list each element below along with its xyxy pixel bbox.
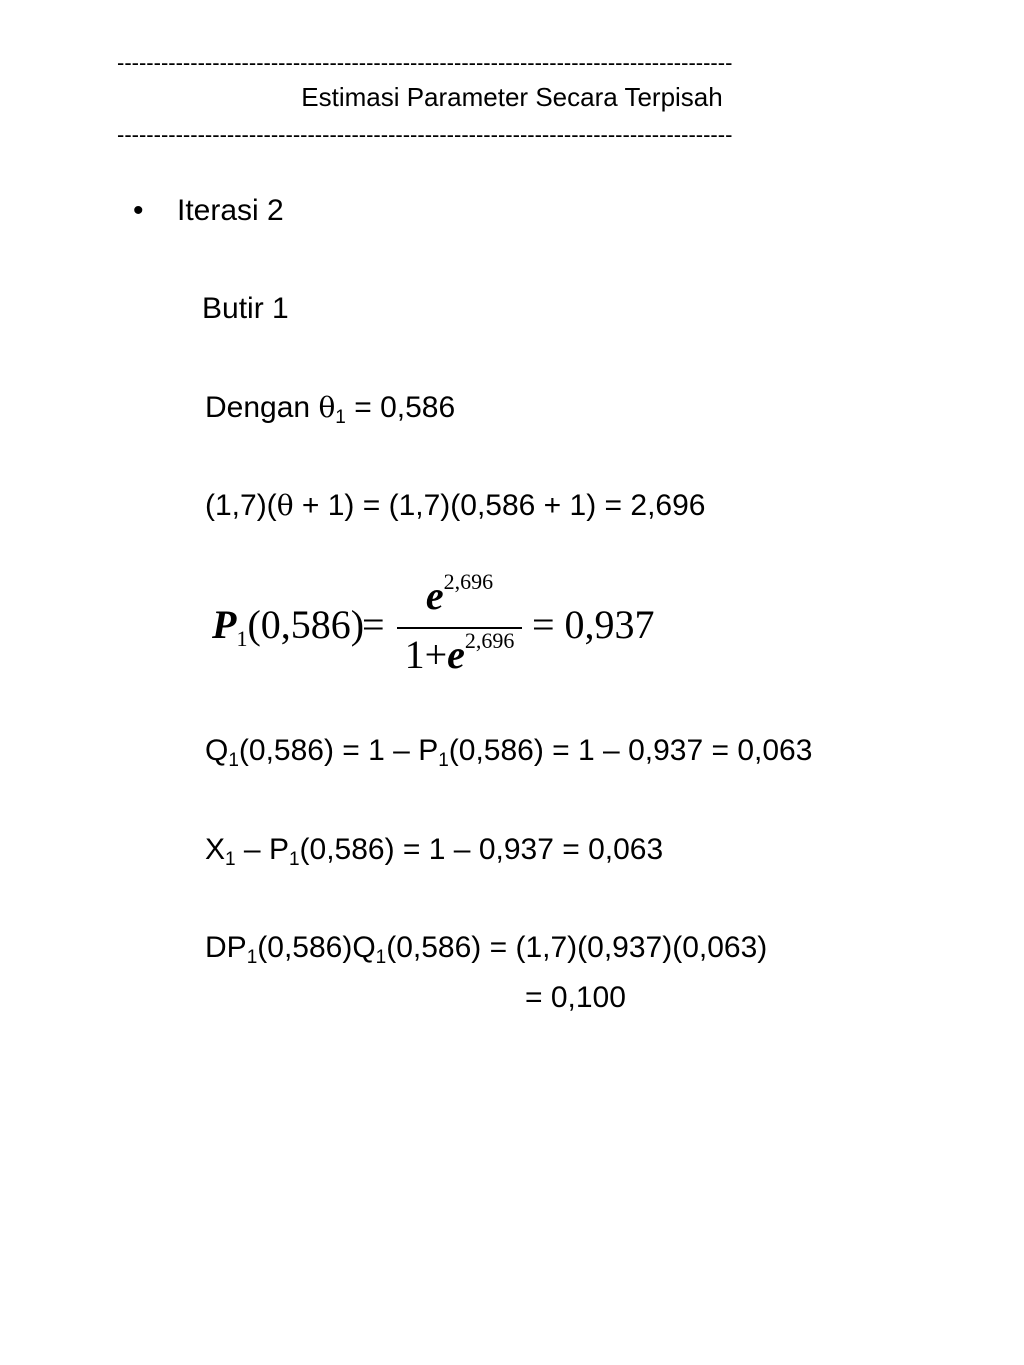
q-part-a: (0,586) = 1 – P — [238, 734, 439, 767]
header-dashes-top: ------------------------------------------------------------------------------------ — [117, 52, 733, 74]
x-symbol: X — [205, 833, 226, 866]
x-subscript: 1 — [225, 849, 236, 870]
x-p-subscript: 1 — [288, 849, 300, 870]
q-part-b: (0,586) = 1 – 0,937 = 0,063 — [448, 734, 813, 767]
theta-subscript: 1 — [335, 407, 346, 428]
bullet-iterasi — [133, 193, 284, 229]
dengan-value: = 0,586 — [345, 391, 456, 424]
formula-denominator — [397, 628, 522, 677]
probability-formula — [212, 569, 672, 682]
calc-line — [205, 488, 705, 524]
formula-arg: (0,586) — [247, 602, 365, 647]
dp-line — [205, 930, 767, 966]
formula-fraction — [397, 569, 522, 682]
dengan-line — [205, 390, 455, 426]
formula-P-sub: 1 — [236, 626, 248, 651]
calc-theta: θ — [276, 489, 294, 522]
dp-p-subscript: 1 — [246, 947, 258, 968]
numerator-exponent: 2,696 — [443, 569, 494, 594]
dengan-prefix: Dengan — [205, 391, 319, 424]
formula-equals: = — [362, 602, 385, 647]
calc-part-a: (1,7)( — [205, 489, 277, 522]
formula-numerator — [397, 569, 522, 618]
denominator-exponent: 2,696 — [464, 628, 515, 653]
x-line — [205, 832, 663, 868]
q-subscript: 1 — [228, 750, 239, 771]
q-symbol: Q — [205, 734, 229, 767]
header-title: Estimasi Parameter Secara Terpisah — [301, 82, 723, 112]
denominator-one-plus: 1+ — [404, 632, 448, 677]
bullet-label: Iterasi 2 — [177, 194, 284, 227]
dp-symbol: DP — [205, 931, 247, 964]
dp-q-subscript: 1 — [375, 947, 387, 968]
formula-P: P — [212, 602, 237, 647]
dp-result: = 0,100 — [525, 981, 626, 1014]
header-dashes-bottom: ------------------------------------------------------------------------------------ — [117, 124, 733, 146]
x-part-b: (0,586) = 1 – 0,937 = 0,063 — [299, 833, 664, 866]
x-part-a: – P — [235, 833, 289, 866]
calc-part-b: + 1) = (1,7)(0,586 + 1) = 2,696 — [293, 489, 706, 522]
numerator-e: e — [425, 573, 444, 618]
q-line — [205, 733, 812, 769]
formula-result: = 0,937 — [532, 602, 655, 647]
formula-lhs — [212, 602, 365, 659]
theta-symbol: θ — [318, 391, 336, 424]
q-p-subscript: 1 — [438, 750, 449, 771]
butir-label: Butir 1 — [202, 292, 289, 325]
dp-part-a: (0,586)Q — [257, 931, 376, 964]
dp-part-b: (0,586) = (1,7)(0,937)(0,063) — [386, 931, 768, 964]
denominator-e: e — [447, 632, 465, 677]
bullet-icon: • — [133, 194, 144, 227]
